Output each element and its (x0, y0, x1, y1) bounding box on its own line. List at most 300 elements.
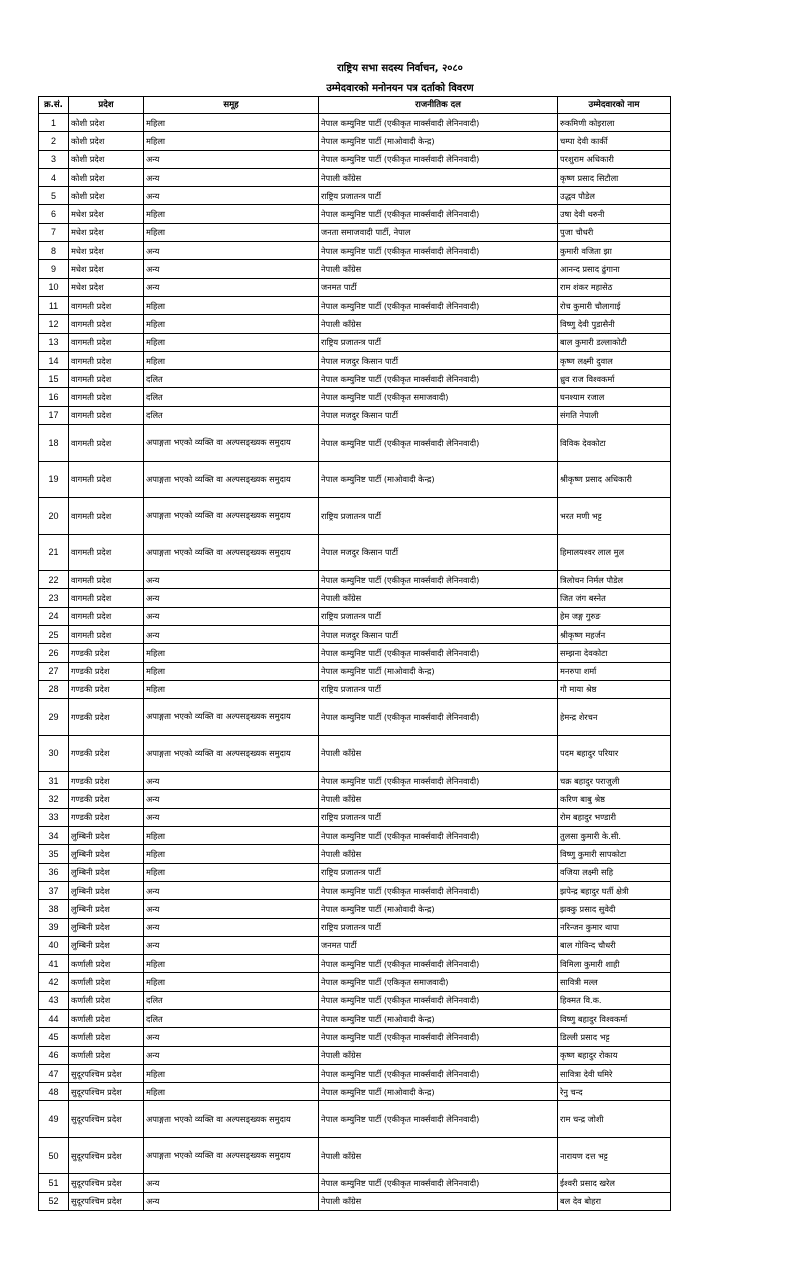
cell-province: कर्णाली प्रदेश (69, 1046, 144, 1064)
cell-serial: 16 (39, 388, 69, 406)
cell-serial: 43 (39, 991, 69, 1009)
cell-serial: 48 (39, 1083, 69, 1101)
cell-province: गण्डकी प्रदेश (69, 772, 144, 790)
cell-candidate-name: जित जंग बस्नेत (558, 589, 671, 607)
table-row (39, 534, 671, 571)
cell-party: नेपाल कम्युनिष्ट पार्टी (एकीकृत मार्क्सवादी लेनिनवादी) (319, 150, 558, 168)
table-row (39, 790, 671, 808)
cell-party: नेपाली काँग्रेस (319, 845, 558, 863)
table-row (39, 680, 671, 698)
cell-province: लुम्बिनी प्रदेश (69, 881, 144, 899)
cell-group: महिला (144, 644, 319, 662)
cell-province: लुम्बिनी प्रदेश (69, 936, 144, 954)
cell-candidate-name: पुजा चौधरी (558, 223, 671, 241)
cell-province: गण्डकी प्रदेश (69, 699, 144, 736)
cell-party: नेपाल कम्युनिष्ट पार्टी (एकीकृत मार्क्सवादी लेनिनवादी) (319, 772, 558, 790)
cell-candidate-name: परशुराम अधिकारी (558, 150, 671, 168)
cell-serial: 12 (39, 315, 69, 333)
cell-party: जनमत पार्टी (319, 936, 558, 954)
table-row (39, 589, 671, 607)
cell-province: कोशी प्रदेश (69, 114, 144, 132)
table-row (39, 1028, 671, 1046)
cell-candidate-name: विष्णु देवी पुडासैनी (558, 315, 671, 333)
cell-province: कर्णाली प्रदेश (69, 955, 144, 973)
cell-party: नेपाल कम्युनिष्ट पार्टी (एकीकृत मार्क्सवादी लेनिनवादी) (319, 955, 558, 973)
cell-group: महिला (144, 973, 319, 991)
cell-serial: 7 (39, 223, 69, 241)
table-row (39, 1174, 671, 1192)
cell-group: महिला (144, 863, 319, 881)
cell-province: गण्डकी प्रदेश (69, 790, 144, 808)
table-row (39, 625, 671, 643)
document-subtitle: उम्मेदवारको मनोनयन पत्र दर्ताको विवरण (326, 83, 474, 94)
cell-party: राष्ट्रिय प्रजातन्त्र पार्टी (319, 333, 558, 351)
cell-province: कर्णाली प्रदेश (69, 991, 144, 1009)
cell-candidate-name: झक्कु प्रसाद सुवेदी (558, 900, 671, 918)
cell-serial: 6 (39, 205, 69, 223)
cell-candidate-name: गौ माया श्रेष्ठ (558, 680, 671, 698)
cell-province: गण्डकी प्रदेश (69, 808, 144, 826)
table-row (39, 461, 671, 498)
cell-serial: 32 (39, 790, 69, 808)
cell-candidate-name: पदम बहादुर परियार (558, 735, 671, 772)
cell-group: अन्य (144, 1192, 319, 1210)
table-row (39, 132, 671, 150)
cell-party: नेपाल कम्युनिष्ट पार्टी (माओवादी केन्द्र) (319, 132, 558, 150)
cell-candidate-name: कृष्ण बहादुर रोकाय (558, 1046, 671, 1064)
cell-party: नेपाल कम्युनिष्ट पार्टी (एकीकृत समाजवादी) (319, 388, 558, 406)
cell-serial: 52 (39, 1192, 69, 1210)
cell-group: अन्य (144, 187, 319, 205)
cell-province: वागमती प्रदेश (69, 425, 144, 462)
cell-province: गण्डकी प्रदेश (69, 680, 144, 698)
cell-party: नेपाल मजदुर किसान पार्टी (319, 351, 558, 369)
table-row (39, 735, 671, 772)
table-row (39, 662, 671, 680)
cell-candidate-name: कुमारी वजिता झा (558, 242, 671, 260)
cell-candidate-name: बाल गोविन्द चौधरी (558, 936, 671, 954)
cell-serial: 17 (39, 406, 69, 424)
table-row (39, 425, 671, 462)
table-row (39, 973, 671, 991)
cell-candidate-name: तुलसा कुमारी के.सी. (558, 827, 671, 845)
cell-candidate-name: सावित्री मल्ल (558, 973, 671, 991)
cell-party: नेपाल कम्युनिष्ट पार्टी (माओवादी केन्द्र) (319, 461, 558, 498)
cell-serial: 40 (39, 936, 69, 954)
cell-candidate-name: उद्धव पौडेल (558, 187, 671, 205)
cell-serial: 25 (39, 625, 69, 643)
cell-party: नेपाली काँग्रेस (319, 735, 558, 772)
header-serial: क्र.सं. (39, 97, 69, 114)
cell-candidate-name: भरत मणी भट्ट (558, 498, 671, 535)
cell-serial: 51 (39, 1174, 69, 1192)
cell-serial: 13 (39, 333, 69, 351)
cell-province: सुदूरपश्चिम प्रदेश (69, 1137, 144, 1174)
cell-candidate-name: राम शंकर महासेठ (558, 278, 671, 296)
cell-group: महिला (144, 333, 319, 351)
cell-candidate-name: रुकमिणी कोइराला (558, 114, 671, 132)
table-row (39, 242, 671, 260)
cell-candidate-name: रेनु चन्द (558, 1083, 671, 1101)
cell-candidate-name: चम्पा देवी कार्की (558, 132, 671, 150)
cell-province: गण्डकी प्रदेश (69, 644, 144, 662)
cell-province: वागमती प्रदेश (69, 498, 144, 535)
table-row (39, 1064, 671, 1082)
cell-party: नेपाल कम्युनिष्ट पार्टी (एकीकृत मार्क्सवादी लेनिनवादी) (319, 1101, 558, 1138)
cell-group: महिला (144, 827, 319, 845)
cell-serial: 15 (39, 370, 69, 388)
header-group: समूह (144, 97, 319, 114)
cell-candidate-name: राम चन्द्र जोशी (558, 1101, 671, 1138)
cell-group: अपाङ्गता भएको व्यक्ति वा अल्पसङ्ख्यक समुदाय (144, 534, 319, 571)
table-row (39, 827, 671, 845)
cell-serial: 21 (39, 534, 69, 571)
cell-party: नेपाल कम्युनिष्ट पार्टी (माओवादी केन्द्र) (319, 662, 558, 680)
cell-province: वागमती प्रदेश (69, 625, 144, 643)
cell-province: लुम्बिनी प्रदेश (69, 918, 144, 936)
cell-party: राष्ट्रिय प्रजातन्त्र पार्टी (319, 187, 558, 205)
table-row (39, 845, 671, 863)
table-row (39, 1009, 671, 1027)
cell-candidate-name: श्रीकृष्ण महर्जन (558, 625, 671, 643)
candidates-table (38, 96, 671, 1211)
table-row (39, 296, 671, 314)
table-row (39, 388, 671, 406)
cell-province: वागमती प्रदेश (69, 406, 144, 424)
table-row (39, 223, 671, 241)
cell-province: वागमती प्रदेश (69, 333, 144, 351)
cell-serial: 20 (39, 498, 69, 535)
cell-serial: 36 (39, 863, 69, 881)
cell-candidate-name: विविक देवकोटा (558, 425, 671, 462)
cell-candidate-name: मनरुपा शर्मा (558, 662, 671, 680)
cell-province: वागमती प्रदेश (69, 315, 144, 333)
table-row (39, 278, 671, 296)
cell-party: नेपाल कम्युनिष्ट पार्टी (एकीकृत मार्क्सवादी लेनिनवादी) (319, 991, 558, 1009)
cell-group: दलित (144, 406, 319, 424)
cell-serial: 46 (39, 1046, 69, 1064)
cell-province: गण्डकी प्रदेश (69, 735, 144, 772)
cell-party: नेपाल कम्युनिष्ट पार्टी (माओवादी केन्द्र) (319, 900, 558, 918)
cell-candidate-name: कृष्ण लक्ष्मी दुवाल (558, 351, 671, 369)
cell-candidate-name: बल देव बोहरा (558, 1192, 671, 1210)
cell-group: अन्य (144, 607, 319, 625)
cell-party: नेपाल मजदुर किसान पार्टी (319, 534, 558, 571)
cell-party: राष्ट्रिय प्रजातन्त्र पार्टी (319, 808, 558, 826)
cell-group: महिला (144, 114, 319, 132)
cell-party: नेपाल कम्युनिष्ट पार्टी (माओवादी केन्द्र) (319, 1009, 558, 1027)
cell-serial: 2 (39, 132, 69, 150)
cell-group: अन्य (144, 589, 319, 607)
cell-candidate-name: सम्झना देवकोटा (558, 644, 671, 662)
table-row (39, 936, 671, 954)
cell-serial: 47 (39, 1064, 69, 1082)
cell-group: अन्य (144, 260, 319, 278)
cell-candidate-name: श्रीकृष्ण प्रसाद अधिकारी (558, 461, 671, 498)
cell-candidate-name: संगति नेपाली (558, 406, 671, 424)
cell-candidate-name: डिल्ली प्रसाद भट्ट (558, 1028, 671, 1046)
table-row (39, 772, 671, 790)
table-row (39, 900, 671, 918)
table-row (39, 1101, 671, 1138)
cell-group: महिला (144, 205, 319, 223)
cell-party: नेपाली काँग्रेस (319, 1046, 558, 1064)
cell-serial: 24 (39, 607, 69, 625)
cell-group: अन्य (144, 1046, 319, 1064)
cell-party: नेपाली काँग्रेस (319, 1137, 558, 1174)
cell-candidate-name: कृष्ण प्रसाद सिटौला (558, 168, 671, 186)
cell-province: लुम्बिनी प्रदेश (69, 845, 144, 863)
cell-group: अन्य (144, 242, 319, 260)
header-province: प्रदेश (69, 97, 144, 114)
cell-group: अपाङ्गता भएको व्यक्ति वा अल्पसङ्ख्यक समुदाय (144, 461, 319, 498)
cell-candidate-name: विमिला कुमारी शाही (558, 955, 671, 973)
cell-candidate-name: घनश्याम रजाल (558, 388, 671, 406)
cell-candidate-name: नारायण दत्त भट्ट (558, 1137, 671, 1174)
cell-group: अन्य (144, 881, 319, 899)
cell-serial: 23 (39, 589, 69, 607)
cell-candidate-name: त्रिलोचन निर्मल पौडेल (558, 571, 671, 589)
cell-serial: 35 (39, 845, 69, 863)
cell-group: अपाङ्गता भएको व्यक्ति वा अल्पसङ्ख्यक समुदाय (144, 735, 319, 772)
cell-province: वागमती प्रदेश (69, 607, 144, 625)
table-row (39, 863, 671, 881)
cell-group: अन्य (144, 772, 319, 790)
cell-party: राष्ट्रिय प्रजातन्त्र पार्टी (319, 863, 558, 881)
cell-party: नेपाल कम्युनिष्ट पार्टी (एकीकृत मार्क्सवादी लेनिनवादी) (319, 1064, 558, 1082)
cell-serial: 26 (39, 644, 69, 662)
cell-group: अन्य (144, 1028, 319, 1046)
cell-serial: 10 (39, 278, 69, 296)
cell-serial: 45 (39, 1028, 69, 1046)
cell-group: अन्य (144, 900, 319, 918)
cell-party: नेपाल कम्युनिष्ट पार्टी (एकीकृत मार्क्सवादी लेनिनवादी) (319, 242, 558, 260)
cell-candidate-name: विष्णु बहादुर विश्वकर्मा (558, 1009, 671, 1027)
cell-party: नेपाल कम्युनिष्ट पार्टी (एकिकृत समाजवादी) (319, 973, 558, 991)
cell-province: वागमती प्रदेश (69, 388, 144, 406)
cell-party: नेपाल कम्युनिष्ट पार्टी (एकीकृत मार्क्सवादी लेनिनवादी) (319, 296, 558, 314)
cell-candidate-name: हिक्मत वि.क. (558, 991, 671, 1009)
cell-serial: 37 (39, 881, 69, 899)
cell-province: वागमती प्रदेश (69, 351, 144, 369)
cell-party: नेपाल कम्युनिष्ट पार्टी (एकीकृत मार्क्सवादी लेनिनवादी) (319, 827, 558, 845)
cell-group: अन्य (144, 936, 319, 954)
table-row (39, 991, 671, 1009)
cell-candidate-name: ध्रुव राज विश्वकर्मा (558, 370, 671, 388)
cell-group: अन्य (144, 790, 319, 808)
cell-serial: 8 (39, 242, 69, 260)
cell-candidate-name: चक्र बहादुर पराजुली (558, 772, 671, 790)
cell-group: दलित (144, 991, 319, 1009)
cell-candidate-name: रोच कुमारी चौलागाई (558, 296, 671, 314)
cell-serial: 41 (39, 955, 69, 973)
cell-serial: 31 (39, 772, 69, 790)
cell-group: दलित (144, 1009, 319, 1027)
cell-party: नेपाली काँग्रेस (319, 589, 558, 607)
cell-party: नेपाल कम्युनिष्ट पार्टी (माओवादी केन्द्र) (319, 1083, 558, 1101)
cell-party: नेपाल कम्युनिष्ट पार्टी (एकीकृत मार्क्सवादी लेनिनवादी) (319, 425, 558, 462)
cell-group: अन्य (144, 168, 319, 186)
table-row (39, 1083, 671, 1101)
cell-province: वागमती प्रदेश (69, 589, 144, 607)
cell-serial: 44 (39, 1009, 69, 1027)
cell-party: नेपाल कम्युनिष्ट पार्टी (एकीकृत मार्क्सवादी लेनिनवादी) (319, 1028, 558, 1046)
cell-candidate-name: हेम जङ्ग गुरुङ (558, 607, 671, 625)
cell-party: नेपाल कम्युनिष्ट पार्टी (एकीकृत मार्क्सवादी लेनिनवादी) (319, 1174, 558, 1192)
cell-party: राष्ट्रिय प्रजातन्त्र पार्टी (319, 498, 558, 535)
cell-province: वागमती प्रदेश (69, 461, 144, 498)
cell-candidate-name: वजिया लक्ष्मी सहि (558, 863, 671, 881)
cell-province: मधेश प्रदेश (69, 278, 144, 296)
cell-party: जनता समाजवादी पार्टी, नेपाल (319, 223, 558, 241)
cell-candidate-name: उषा देवी थरुनी (558, 205, 671, 223)
cell-serial: 42 (39, 973, 69, 991)
cell-serial: 11 (39, 296, 69, 314)
table-row (39, 918, 671, 936)
table-row (39, 607, 671, 625)
cell-candidate-name: झपेन्द्र बहादुर घर्ती क्षेत्री (558, 881, 671, 899)
cell-serial: 14 (39, 351, 69, 369)
table-row (39, 370, 671, 388)
cell-serial: 9 (39, 260, 69, 278)
cell-group: अपाङ्गता भएको व्यक्ति वा अल्पसङ्ख्यक समुदाय (144, 498, 319, 535)
cell-province: लुम्बिनी प्रदेश (69, 827, 144, 845)
cell-party: नेपाली काँग्रेस (319, 260, 558, 278)
cell-province: कोशी प्रदेश (69, 168, 144, 186)
table-row (39, 1192, 671, 1210)
table-row (39, 187, 671, 205)
cell-province: सुदूरपश्चिम प्रदेश (69, 1083, 144, 1101)
cell-party: नेपाली काँग्रेस (319, 168, 558, 186)
table-row (39, 955, 671, 973)
cell-candidate-name: आनन्द प्रसाद ढुंगाना (558, 260, 671, 278)
cell-party: नेपाल कम्युनिष्ट पार्टी (एकीकृत मार्क्सवादी लेनिनवादी) (319, 571, 558, 589)
cell-serial: 27 (39, 662, 69, 680)
cell-group: अन्य (144, 808, 319, 826)
cell-group: अपाङ्गता भएको व्यक्ति वा अल्पसङ्ख्यक समुदाय (144, 1101, 319, 1138)
cell-party: नेपाल मजदुर किसान पार्टी (319, 406, 558, 424)
table-row (39, 150, 671, 168)
cell-province: कर्णाली प्रदेश (69, 1028, 144, 1046)
header-candidate-name: उम्मेदवारको नाम (558, 97, 671, 114)
cell-serial: 3 (39, 150, 69, 168)
cell-serial: 49 (39, 1101, 69, 1138)
document-title: राष्ट्रिय सभा सदस्य निर्वाचन, २०८० (337, 63, 463, 74)
cell-serial: 29 (39, 699, 69, 736)
cell-group: अन्य (144, 278, 319, 296)
table-row (39, 333, 671, 351)
table-row (39, 406, 671, 424)
cell-candidate-name: हिमालयश्वर लाल मुल (558, 534, 671, 571)
cell-party: नेपाली काँग्रेस (319, 790, 558, 808)
cell-group: महिला (144, 296, 319, 314)
cell-group: महिला (144, 1064, 319, 1082)
cell-party: राष्ट्रिय प्रजातन्त्र पार्टी (319, 918, 558, 936)
cell-serial: 1 (39, 114, 69, 132)
table-row (39, 644, 671, 662)
table-row (39, 699, 671, 736)
cell-party: नेपाल कम्युनिष्ट पार्टी (एकीकृत मार्क्सवादी लेनिनवादी) (319, 699, 558, 736)
cell-province: वागमती प्रदेश (69, 571, 144, 589)
cell-serial: 4 (39, 168, 69, 186)
cell-province: मधेश प्रदेश (69, 205, 144, 223)
cell-candidate-name: विष्णु कुमारी सापकोटा (558, 845, 671, 863)
cell-party: नेपाल कम्युनिष्ट पार्टी (एकीकृत मार्क्सवादी लेनिनवादी) (319, 881, 558, 899)
header-party: राजनीतिक दल (319, 97, 558, 114)
cell-province: मधेश प्रदेश (69, 223, 144, 241)
table-row (39, 808, 671, 826)
cell-serial: 19 (39, 461, 69, 498)
cell-province: सुदूरपश्चिम प्रदेश (69, 1192, 144, 1210)
cell-province: वागमती प्रदेश (69, 296, 144, 314)
cell-province: कोशी प्रदेश (69, 150, 144, 168)
cell-group: महिला (144, 662, 319, 680)
cell-party: जनमत पार्टी (319, 278, 558, 296)
cell-serial: 50 (39, 1137, 69, 1174)
cell-party: नेपाल कम्युनिष्ट पार्टी (एकीकृत मार्क्सवादी लेनिनवादी) (319, 370, 558, 388)
cell-group: अन्य (144, 918, 319, 936)
cell-group: दलित (144, 370, 319, 388)
cell-province: सुदूरपश्चिम प्रदेश (69, 1174, 144, 1192)
table-row (39, 571, 671, 589)
cell-serial: 39 (39, 918, 69, 936)
cell-candidate-name: हेमन्द्र शेरचन (558, 699, 671, 736)
table-row (39, 260, 671, 278)
table-row (39, 205, 671, 223)
cell-party: राष्ट्रिय प्रजातन्त्र पार्टी (319, 680, 558, 698)
cell-province: कोशी प्रदेश (69, 132, 144, 150)
cell-province: वागमती प्रदेश (69, 534, 144, 571)
cell-province: मधेश प्रदेश (69, 242, 144, 260)
cell-serial: 34 (39, 827, 69, 845)
cell-party: नेपाल कम्युनिष्ट पार्टी (एकीकृत मार्क्सवादी लेनिनवादी) (319, 114, 558, 132)
cell-province: मधेश प्रदेश (69, 260, 144, 278)
cell-party: नेपाल कम्युनिष्ट पार्टी (एकीकृत मार्क्सवादी लेनिनवादी) (319, 644, 558, 662)
cell-province: कर्णाली प्रदेश (69, 1009, 144, 1027)
cell-province: लुम्बिनी प्रदेश (69, 900, 144, 918)
cell-province: सुदूरपश्चिम प्रदेश (69, 1064, 144, 1082)
cell-group: महिला (144, 955, 319, 973)
cell-group: महिला (144, 680, 319, 698)
table-row (39, 498, 671, 535)
cell-serial: 30 (39, 735, 69, 772)
cell-serial: 33 (39, 808, 69, 826)
table-row (39, 881, 671, 899)
cell-group: अपाङ्गता भएको व्यक्ति वा अल्पसङ्ख्यक समुदाय (144, 1137, 319, 1174)
cell-party: नेपाल कम्युनिष्ट पार्टी (एकीकृत मार्क्सवादी लेनिनवादी) (319, 205, 558, 223)
cell-candidate-name: बाल कुमारी डल्लाकोटी (558, 333, 671, 351)
cell-serial: 38 (39, 900, 69, 918)
cell-group: अपाङ्गता भएको व्यक्ति वा अल्पसङ्ख्यक समुदाय (144, 699, 319, 736)
cell-group: महिला (144, 223, 319, 241)
cell-party: नेपाली काँग्रेस (319, 1192, 558, 1210)
table-row (39, 1137, 671, 1174)
cell-party: नेपाली काँग्रेस (319, 315, 558, 333)
table-row (39, 114, 671, 132)
cell-province: सुदूरपश्चिम प्रदेश (69, 1101, 144, 1138)
cell-candidate-name: करिण बाबु श्रेष्ठ (558, 790, 671, 808)
cell-serial: 5 (39, 187, 69, 205)
table-row (39, 1046, 671, 1064)
cell-candidate-name: रोम बहादुर भण्डारी (558, 808, 671, 826)
cell-candidate-name: ईश्वरी प्रसाद खरेल (558, 1174, 671, 1192)
cell-group: महिला (144, 132, 319, 150)
cell-group: महिला (144, 315, 319, 333)
cell-province: कोशी प्रदेश (69, 187, 144, 205)
cell-serial: 28 (39, 680, 69, 698)
cell-group: अन्य (144, 625, 319, 643)
cell-group: महिला (144, 351, 319, 369)
